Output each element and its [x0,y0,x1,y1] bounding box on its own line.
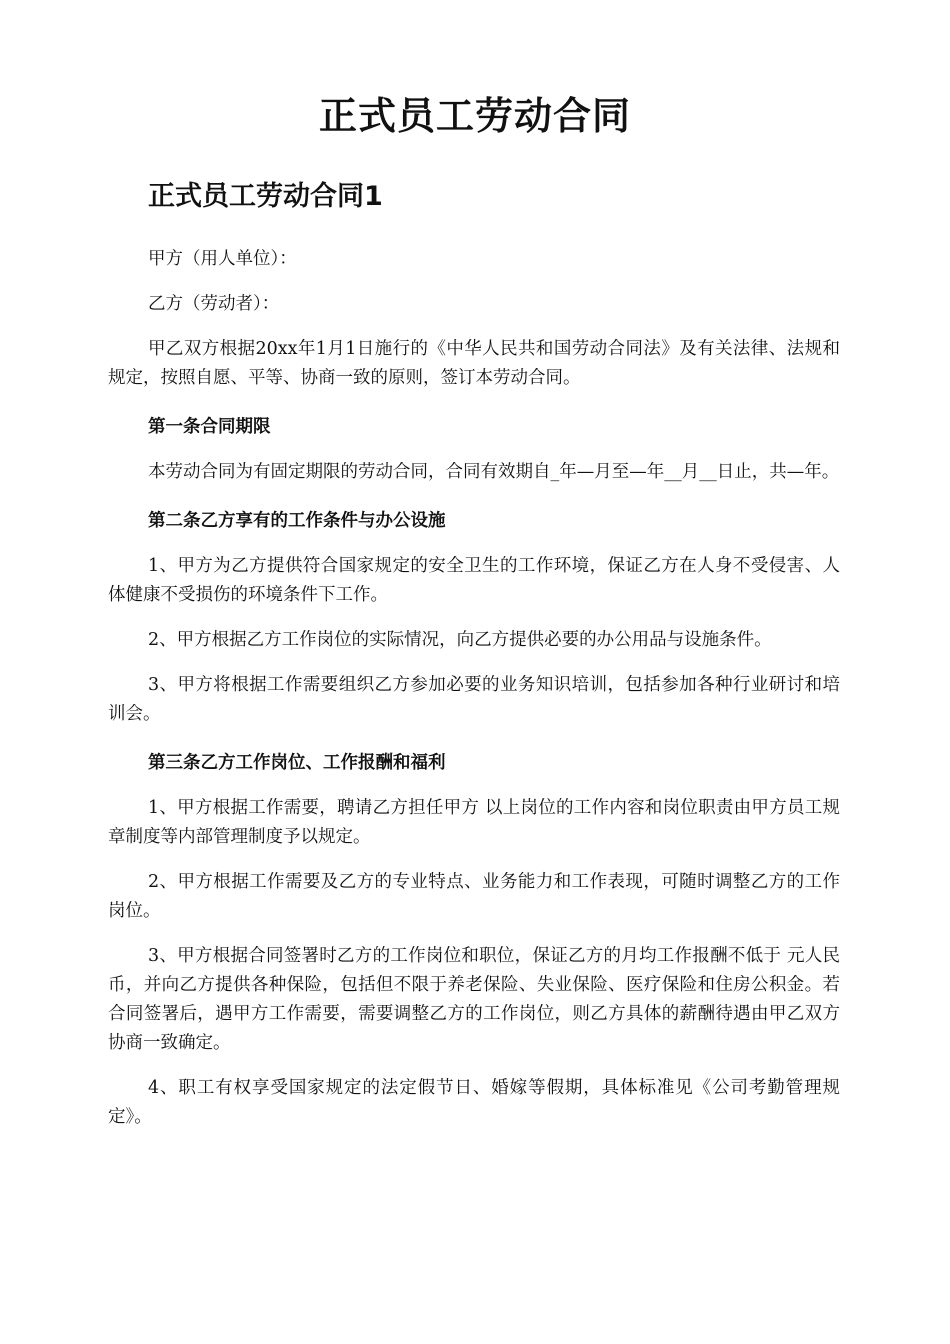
document-body [108,245,840,1132]
article-3-clause-2: 2、甲方根据工作需要及乙方的专业特点、业务能力和工作表现，可随时调整乙方的工作岗位。 [108,872,840,921]
article-3-clause-4: 4、职工有权享受国家规定的法定假节日、婚嫁等假期，具体标准见《公司考勤管理规定》。 [108,1078,840,1127]
article-2-clause-2: 2、甲方根据乙方工作岗位的实际情况，向乙方提供必要的办公用品与设施条件。 [148,630,772,650]
article-3-heading: 第三条乙方工作岗位、工作报酬和福利 [148,753,446,773]
article-2-clause-3: 3、甲方将根据工作需要组织乙方参加必要的业务知识培训，包括参加各种行业研讨和培训会。 [108,675,840,724]
article-1-heading: 第一条合同期限 [148,417,271,437]
article-3-clause-3: 3、甲方根据合同签署时乙方的工作岗位和职位，保证乙方的月均工作报酬不低于 元人民币，并向乙方提供各种保险，包括但不限于养老保险、失业保险、医疗保险和住房公积金。若合同签署后，遇甲方工作需要，需要调整乙方的工作岗位，则乙方具体的薪酬待遇由甲乙双方协商一致确定。 [108,946,840,1053]
party-a-line: 甲方（用人单位）： [148,249,297,269]
article-2-clause-1: 1、甲方为乙方提供符合国家规定的安全卫生的工作环境，保证乙方在人身不受侵害、人体健康不受损伤的环境条件下工作。 [108,556,840,605]
section-title: 正式员工劳动合同1 [148,181,383,212]
party-b-line: 乙方（劳动者）： [148,294,280,314]
article-2-heading: 第二条乙方享有的工作条件与办公设施 [148,511,446,531]
document-title: 正式员工劳动合同 [318,94,631,138]
article-1-paragraph: 本劳动合同为有固定期限的劳动合同，合同有效期自_年—月至—年__月__日止，共—年。 [148,462,840,482]
preamble-paragraph: 甲乙双方根据20xx年1月1日施行的《中华人民共和国劳动合同法》及有关法律、法规和规定，按照自愿、平等、协商一致的原则，签订本劳动合同。 [108,339,840,388]
article-3-clause-1: 1、甲方根据工作需要，聘请乙方担任甲方 以上岗位的工作内容和岗位职责由甲方员工规章制度等内部管理制度予以规定。 [108,798,840,847]
